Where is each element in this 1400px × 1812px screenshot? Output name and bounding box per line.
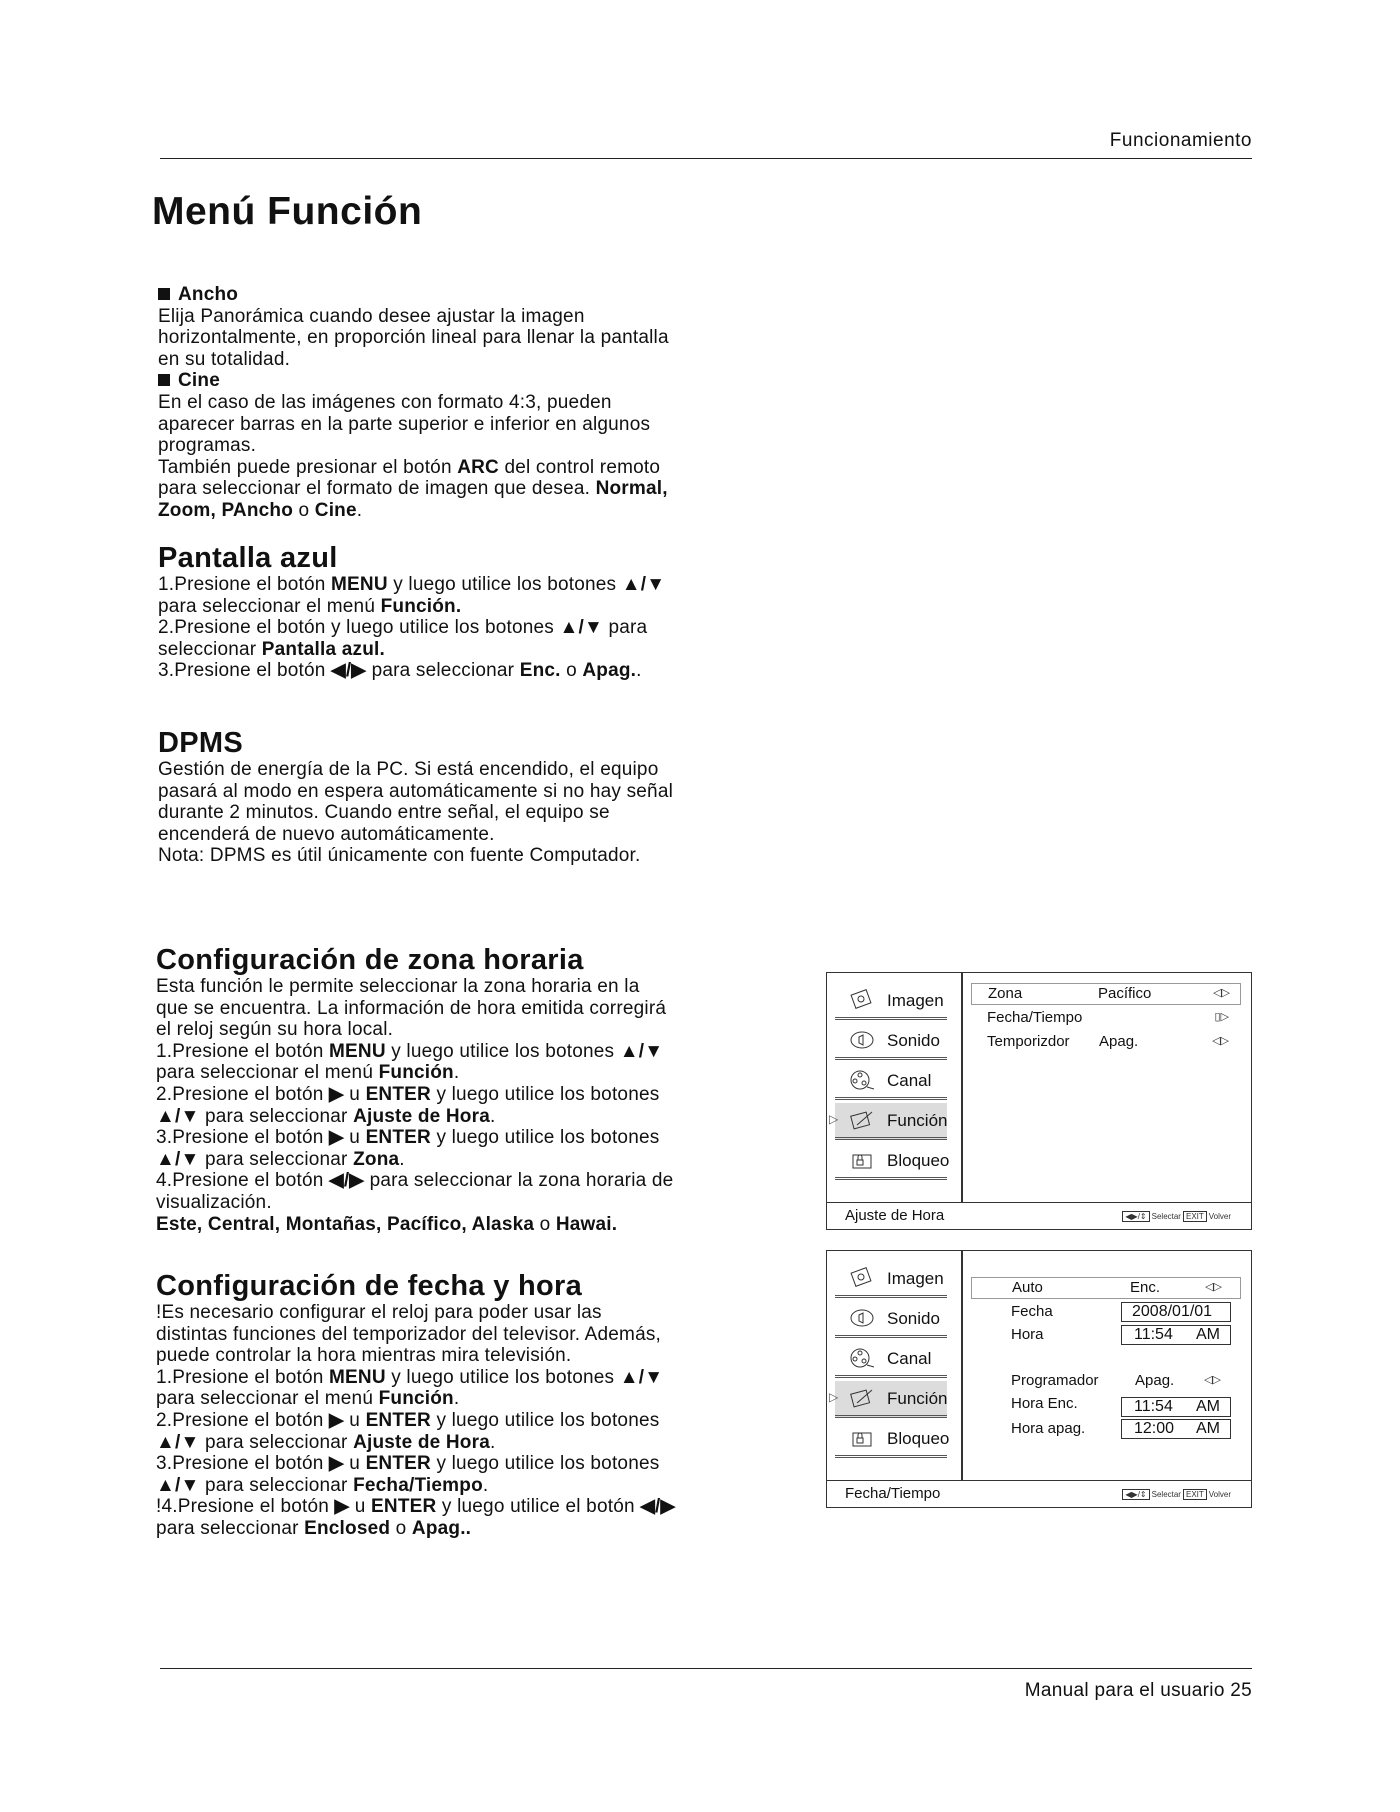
square-bullet-icon xyxy=(158,288,170,300)
lock-icon xyxy=(849,1427,875,1449)
channel-reel-icon xyxy=(849,1347,875,1369)
step-3: 3.Presione el botón ◀/▶ para seleccionar Enc. o Apag.. xyxy=(158,660,642,682)
row-fecha[interactable]: Fecha 2008/01/01 xyxy=(971,1302,1239,1324)
page-header xyxy=(160,130,1252,159)
osd-footer: Fecha/Tiempo ◀▶/⇕ Selectar EXIT Volver xyxy=(827,1480,1251,1507)
step-1: 1.Presione el botón MENU y luego utilice los botones ▲/▼ para seleccionar el menú Función. xyxy=(158,574,666,617)
left-right-arrows-icon: ◁▷ xyxy=(1212,1035,1229,1047)
chevron-right-icon: ▷ xyxy=(829,1390,839,1404)
datetime-heading: Configuración de fecha y hora xyxy=(156,1270,583,1302)
osd-timezone-menu xyxy=(826,972,1252,1230)
ancho-text: Elija Panorámica cuando desee ajustar la imagen horizontalmente, en proporción lineal para llenar la pantalla en su totalidad. xyxy=(158,305,669,370)
dpms-text: Gestión de energía de la PC. Si está encendido, el equipo pasará al modo en espera automáticamente si no hay señal durante 2 minutos. Cuando entre señal, el equipo se encenderá de nuevo automáticamente. xyxy=(158,759,674,845)
timezone-heading: Configuración de zona horaria xyxy=(156,944,584,976)
footer-rule xyxy=(160,1668,1252,1669)
date-field[interactable]: 2008/01/01 xyxy=(1121,1302,1231,1322)
step-1: 1.Presione el botón MENU y luego utilice los botones ▲/▼ para seleccionar el menú Función. xyxy=(156,1366,664,1410)
cine-label: Cine xyxy=(178,370,220,392)
menu-item-funcion[interactable]: ▷ Función xyxy=(835,1103,947,1140)
arc-text: También puede presionar el botón ARC del control remoto para seleccionar el formato de imagen que desea. Normal, Zoom, PAncho o Cine. xyxy=(158,456,668,521)
step-2: 2.Presione el botón ▶ u ENTER y luego utilice los botones ▲/▼ para seleccionar Ajuste de Hora. xyxy=(156,1083,660,1127)
on-time-field[interactable]: 11:54 AM xyxy=(1121,1397,1231,1417)
step-1: 1.Presione el botón MENU y luego utilice los botones ▲/▼ para seleccionar el menú Función. xyxy=(156,1040,664,1084)
blue-screen-heading: Pantalla azul xyxy=(158,542,338,574)
function-icon xyxy=(849,1387,875,1409)
left-right-arrows-icon: ◁▷ xyxy=(1213,987,1230,999)
function-icon xyxy=(849,1109,875,1131)
arrow-keys-icon: ◀▶/⇕ xyxy=(1122,1211,1149,1222)
page-title: Menú Función xyxy=(152,190,423,233)
step-2: 2.Presione el botón ▶ u ENTER y luego utilice los botones ▲/▼ para seleccionar Ajuste de Hora. xyxy=(156,1409,660,1453)
menu-item-sonido[interactable]: Sonido xyxy=(835,1301,947,1338)
osd-sidebar xyxy=(827,973,963,1203)
time-field[interactable]: 11:54 AM xyxy=(1121,1325,1231,1345)
timezone-intro: Esta función le permite seleccionar la zona horaria en la que se encuentra. La información de hora emitida corregirá el reloj según su hora local. xyxy=(156,976,667,1041)
step-3: 3.Presione el botón ▶ u ENTER y luego utilice los botones ▲/▼ para seleccionar Zona. xyxy=(156,1127,660,1170)
lock-icon xyxy=(849,1149,875,1171)
row-hora-apag[interactable]: Hora apag. 12:00 AM xyxy=(971,1419,1239,1441)
row-hora-enc[interactable]: Hora Enc. 11:54 AM xyxy=(971,1395,1239,1417)
row-fecha-tiempo[interactable]: Fecha/Tiempo ▯▷ xyxy=(987,1009,1229,1026)
row-zona[interactable]: Zona Pacífico ◁▷ xyxy=(971,983,1241,1005)
osd-datetime-menu xyxy=(826,1250,1252,1508)
step-4: !4.Presione el botón ▶ u ENTER y luego utilice el botón ◀/▶ para seleccionar Enclosed o Apag.. xyxy=(156,1496,676,1539)
menu-item-funcion[interactable]: ▷ Función xyxy=(835,1381,947,1418)
step-3: 3.Presione el botón ▶ u ENTER y luego utilice los botones ▲/▼ para seleccionar Fecha/Tiempo. xyxy=(156,1453,660,1496)
menu-item-imagen[interactable]: Imagen xyxy=(835,1261,947,1298)
chevron-right-icon: ▷ xyxy=(829,1112,839,1126)
dpms-heading: DPMS xyxy=(158,727,243,759)
off-time-field[interactable]: 12:00 AM xyxy=(1121,1419,1231,1439)
step-4: 4.Presione el botón ◀/▶ para seleccionar la zona horaria de visualización. xyxy=(156,1170,674,1213)
square-bullet-icon xyxy=(158,374,170,386)
key-hint: ◀▶/⇕ Selectar EXIT Volver xyxy=(1122,1489,1231,1500)
menu-item-sonido[interactable]: Sonido xyxy=(835,1023,947,1060)
datetime-intro: !Es necesario configurar el reloj para poder usar las distintas funciones del temporizador del televisor. Además, puede controlar la hora mientras mira televisión. xyxy=(156,1302,662,1367)
menu-item-imagen[interactable]: Imagen xyxy=(835,983,947,1020)
osd-sidebar xyxy=(827,1251,963,1481)
ancho-label: Ancho xyxy=(178,284,239,305)
row-programador[interactable]: Programador Apag. ◁▷ xyxy=(1011,1372,1221,1389)
arrow-keys-icon: ◀▶/⇕ xyxy=(1122,1489,1149,1500)
picture-icon xyxy=(849,1267,875,1289)
row-temporizador[interactable]: Temporizdor Apag. ◁▷ xyxy=(987,1033,1229,1050)
page-footer: Manual para el usuario 25 xyxy=(1024,1680,1252,1701)
dpms-note: Nota: DPMS es útil únicamente con fuente Computador. xyxy=(158,845,641,867)
menu-item-bloqueo[interactable]: Bloqueo xyxy=(835,1421,947,1458)
widescreen-section xyxy=(158,284,678,522)
row-auto[interactable]: Auto Enc. ◁▷ xyxy=(971,1277,1241,1299)
timezone-section xyxy=(156,944,676,1235)
speaker-icon xyxy=(849,1307,875,1329)
channel-reel-icon xyxy=(849,1069,875,1091)
row-hora[interactable]: Hora 11:54 AM xyxy=(971,1325,1239,1347)
blue-screen-section xyxy=(158,542,678,682)
left-right-arrows-icon: ◁▷ xyxy=(1205,1281,1222,1293)
menu-item-canal[interactable]: Canal xyxy=(835,1341,947,1378)
dpms-section xyxy=(158,727,678,867)
picture-icon xyxy=(849,989,875,1011)
speaker-icon xyxy=(849,1029,875,1051)
datetime-section xyxy=(156,1270,676,1540)
enter-arrow-icon: ▯▷ xyxy=(1214,1011,1229,1023)
menu-item-canal[interactable]: Canal xyxy=(835,1063,947,1100)
cine-text: En el caso de las imágenes con formato 4:3, pueden aparecer barras en la parte superior e inferior en algunos programas. xyxy=(158,391,651,457)
step-2: 2.Presione el botón y luego utilice los botones ▲/▼ para seleccionar Pantalla azul. xyxy=(158,617,648,660)
section-label: Funcionamiento xyxy=(1109,130,1252,151)
key-hint: ◀▶/⇕ Selectar EXIT Volver xyxy=(1122,1211,1231,1222)
menu-item-bloqueo[interactable]: Bloqueo xyxy=(835,1143,947,1180)
osd-footer: Ajuste de Hora ◀▶/⇕ Selectar EXIT Volver xyxy=(827,1202,1251,1229)
zone-list: Este, Central, Montañas, Pacífico, Alaska o Hawai. xyxy=(156,1213,618,1235)
left-right-arrows-icon: ◁▷ xyxy=(1204,1374,1221,1386)
